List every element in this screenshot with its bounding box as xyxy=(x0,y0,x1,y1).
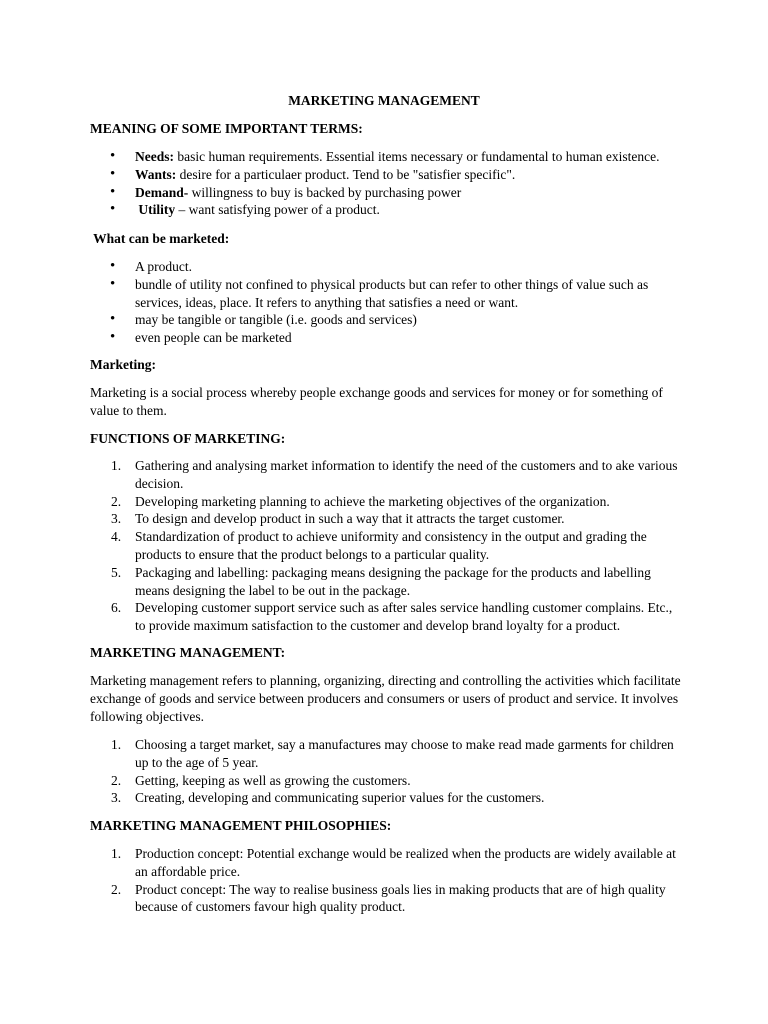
item-text: Production concept: Potential exchange would be realized when the products are widely available at an affordable price. xyxy=(135,846,676,879)
item-number: 2. xyxy=(111,493,122,509)
term-text: – want satisfying power of a product. xyxy=(175,202,380,218)
list-item xyxy=(90,493,680,511)
item-text: To design and develop product in such a way that it attracts the target customer. xyxy=(135,511,565,527)
term-label: Utility xyxy=(135,202,176,218)
item-number: 2. xyxy=(111,772,122,788)
marketed-heading: What can be marketed: xyxy=(90,231,230,246)
item-text: Developing customer support service such as after sales service handling customer complains. Etc., to provide maximum satisfaction to the customer and develop brand loyalty for a product. xyxy=(135,600,673,634)
philosophies-list xyxy=(90,845,680,916)
list-item: • even people can be marketed xyxy=(90,329,680,347)
item-text: Developing marketing planning to achieve the marketing objectives of the organization. xyxy=(135,493,610,509)
item-number: 4. xyxy=(111,529,122,545)
list-item xyxy=(90,148,680,166)
terms-heading: MEANING OF SOME IMPORTANT TERMS: xyxy=(90,121,363,136)
list-item xyxy=(90,599,680,635)
item-number: 2. xyxy=(111,881,122,897)
list-item xyxy=(90,201,680,219)
list-item xyxy=(90,184,680,202)
item-number: 1. xyxy=(111,458,122,473)
item-number: 1. xyxy=(111,737,122,752)
philosophies-heading: MARKETING MANAGEMENT PHILOSOPHIES: xyxy=(90,818,392,833)
list-item: • may be tangible or tangible (i.e. goods and services) xyxy=(90,311,680,329)
marketing-definition: Marketing is a social process whereby people exchange goods and services for money or for something of value to them. xyxy=(90,385,663,418)
list-item: • A product. xyxy=(90,258,680,276)
term-text: desire for a particulaer product. Tend to be "satisfier specific". xyxy=(176,166,516,182)
term-label: Wants: xyxy=(135,166,177,182)
marketing-heading: Marketing: xyxy=(90,357,156,372)
item-text: Creating, developing and communicating superior values for the customers. xyxy=(135,790,545,806)
item-text: Packaging and labelling: packaging means designing the package for the products and labelling means designing the label to be out in the package. xyxy=(135,564,651,598)
list-item xyxy=(90,564,680,600)
term-text: willingness to buy is backed by purchasing power xyxy=(188,184,462,200)
list-item xyxy=(90,457,680,493)
item-text: Standardization of product to achieve uniformity and consistency in the output and grading the products to ensure that the product belongs to a particular quality. xyxy=(135,529,647,562)
list-item xyxy=(90,736,680,772)
term-text: basic human requirements. Essential items necessary or fundamental to human existence. xyxy=(174,149,660,164)
list-item xyxy=(90,845,680,881)
item-text: Gathering and analysing market information to identify the need of the customers and to ake various decision. xyxy=(135,458,678,491)
item-number: 3. xyxy=(111,790,122,806)
list-item xyxy=(90,510,680,528)
item-text: Product concept: The way to realise business goals lies in making products that are of high quality because of customers favour high quality product. xyxy=(135,881,666,915)
list-item xyxy=(90,528,680,564)
management-heading: MARKETING MANAGEMENT: xyxy=(90,645,286,660)
term-label: Demand- xyxy=(135,184,189,200)
terms-list xyxy=(90,148,680,219)
list-item xyxy=(90,166,680,184)
list-item xyxy=(90,881,680,917)
item-number: 1. xyxy=(111,846,122,861)
management-objectives-list xyxy=(90,736,680,807)
document-title: MARKETING MANAGEMENT xyxy=(288,93,480,108)
item-number: 5. xyxy=(111,564,122,580)
marketed-list xyxy=(90,258,680,347)
item-text: Getting, keeping as well as growing the customers. xyxy=(135,772,411,788)
list-item xyxy=(90,772,680,790)
functions-heading: FUNCTIONS OF MARKETING: xyxy=(90,431,286,446)
item-number: 3. xyxy=(111,511,122,527)
management-definition: Marketing management refers to planning, organizing, directing and controlling the activities which facilitate exchange of goods and service between producers and consumers or users of product and service. It involves following objectives. xyxy=(90,673,681,724)
term-label: Needs: xyxy=(135,149,174,164)
item-number: 6. xyxy=(111,600,122,616)
list-item: • bundle of utility not confined to physical products but can refer to other things of value such as services, ideas, place. It refers to anything that satisfies a need or want. xyxy=(90,276,680,312)
functions-list xyxy=(90,457,680,635)
list-item xyxy=(90,789,680,807)
item-text: Choosing a target market, say a manufactures may choose to make read made garments for children up to the age of 5 year. xyxy=(135,737,674,770)
